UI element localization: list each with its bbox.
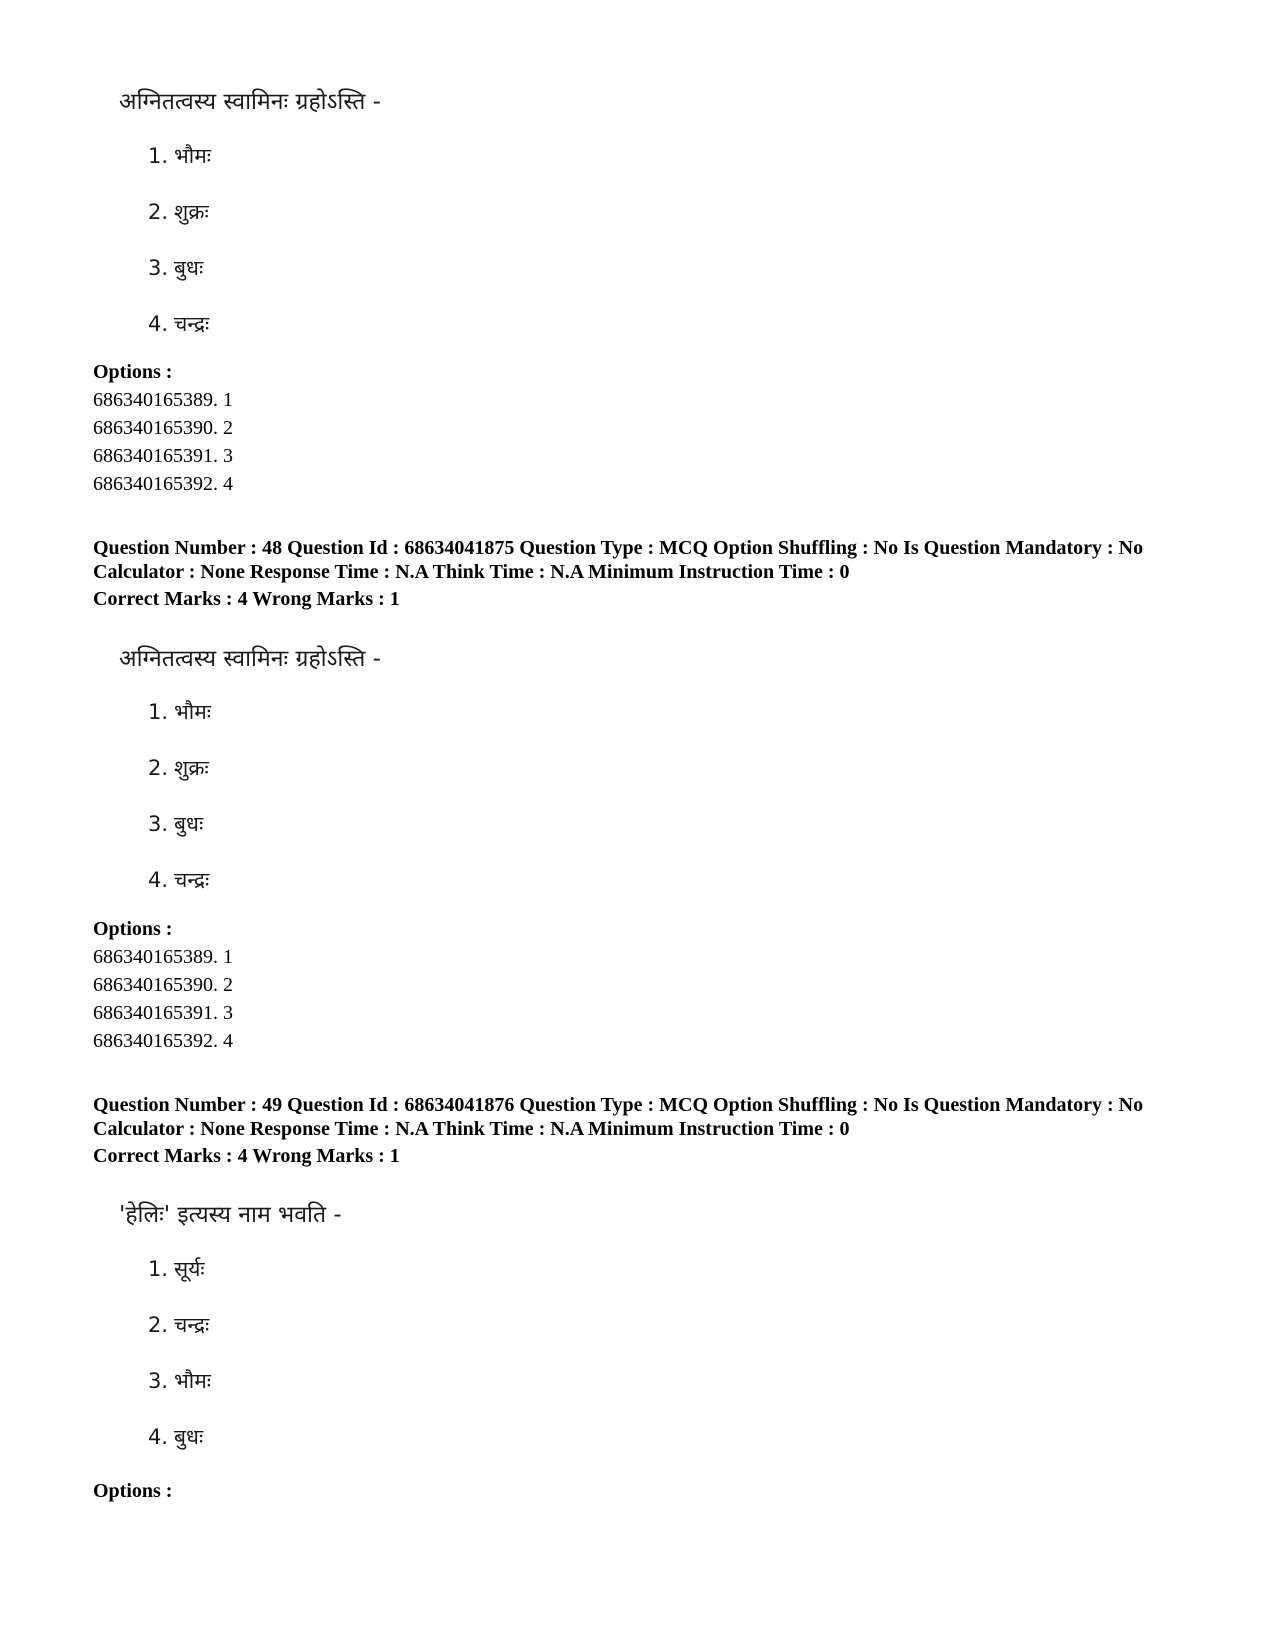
choice-1: 1. भौमः — [148, 700, 212, 724]
question-49-meta: Question Number : 49 Question Id : 68634041876 Question Type : MCQ Option Shuffling : No Is Question Mandatory : No Calculator : None Response Time : N.A Think Time : N.A Minimum Instruction Time : 0 — [93, 1094, 1144, 1140]
choice-3: 3. बुधः — [148, 256, 204, 280]
choice-4: 4. बुधः — [148, 1425, 204, 1449]
choice-2: 2. चन्द्रः — [148, 1313, 210, 1337]
choice-3: 3. भौमः — [148, 1369, 212, 1393]
choice-4: 4. चन्द्रः — [148, 312, 210, 336]
option-id: 686340165392. 4 — [93, 473, 233, 495]
option-id: 686340165390. 2 — [93, 974, 233, 996]
choice-1: 1. भौमः — [148, 144, 212, 168]
option-id: 686340165391. 3 — [93, 445, 233, 467]
choice-3: 3. बुधः — [148, 812, 204, 836]
option-id: 686340165392. 4 — [93, 1030, 233, 1052]
choice-2: 2. शुक्रः — [148, 200, 209, 224]
option-id: 686340165391. 3 — [93, 1002, 233, 1024]
question-48-text: अग्नितत्वस्य स्वामिनः ग्रहोऽस्ति - — [119, 646, 381, 672]
question-49-marks: Correct Marks : 4 Wrong Marks : 1 — [93, 1145, 400, 1167]
option-id: 686340165389. 1 — [93, 389, 233, 411]
question-48-meta: Question Number : 48 Question Id : 68634041875 Question Type : MCQ Option Shuffling : No Is Question Mandatory : No Calculator : None Response Time : N.A Think Time : N.A Minimum Instruction Time : 0 — [93, 537, 1144, 583]
option-id: 686340165389. 1 — [93, 946, 233, 968]
choice-2: 2. शुक्रः — [148, 756, 209, 780]
option-id: 686340165390. 2 — [93, 417, 233, 439]
choice-1: 1. सूर्यः — [148, 1257, 205, 1281]
options-heading: Options : — [93, 918, 173, 940]
choice-4: 4. चन्द्रः — [148, 868, 210, 892]
options-heading: Options : — [93, 361, 173, 383]
question-49-text: 'हेलिः' इत्यस्य नाम भवति - — [119, 1202, 342, 1228]
question-47-text: अग्नितत्वस्य स्वामिनः ग्रहोऽस्ति - — [119, 89, 381, 115]
question-48-marks: Correct Marks : 4 Wrong Marks : 1 — [93, 588, 400, 610]
options-heading: Options : — [93, 1480, 173, 1502]
